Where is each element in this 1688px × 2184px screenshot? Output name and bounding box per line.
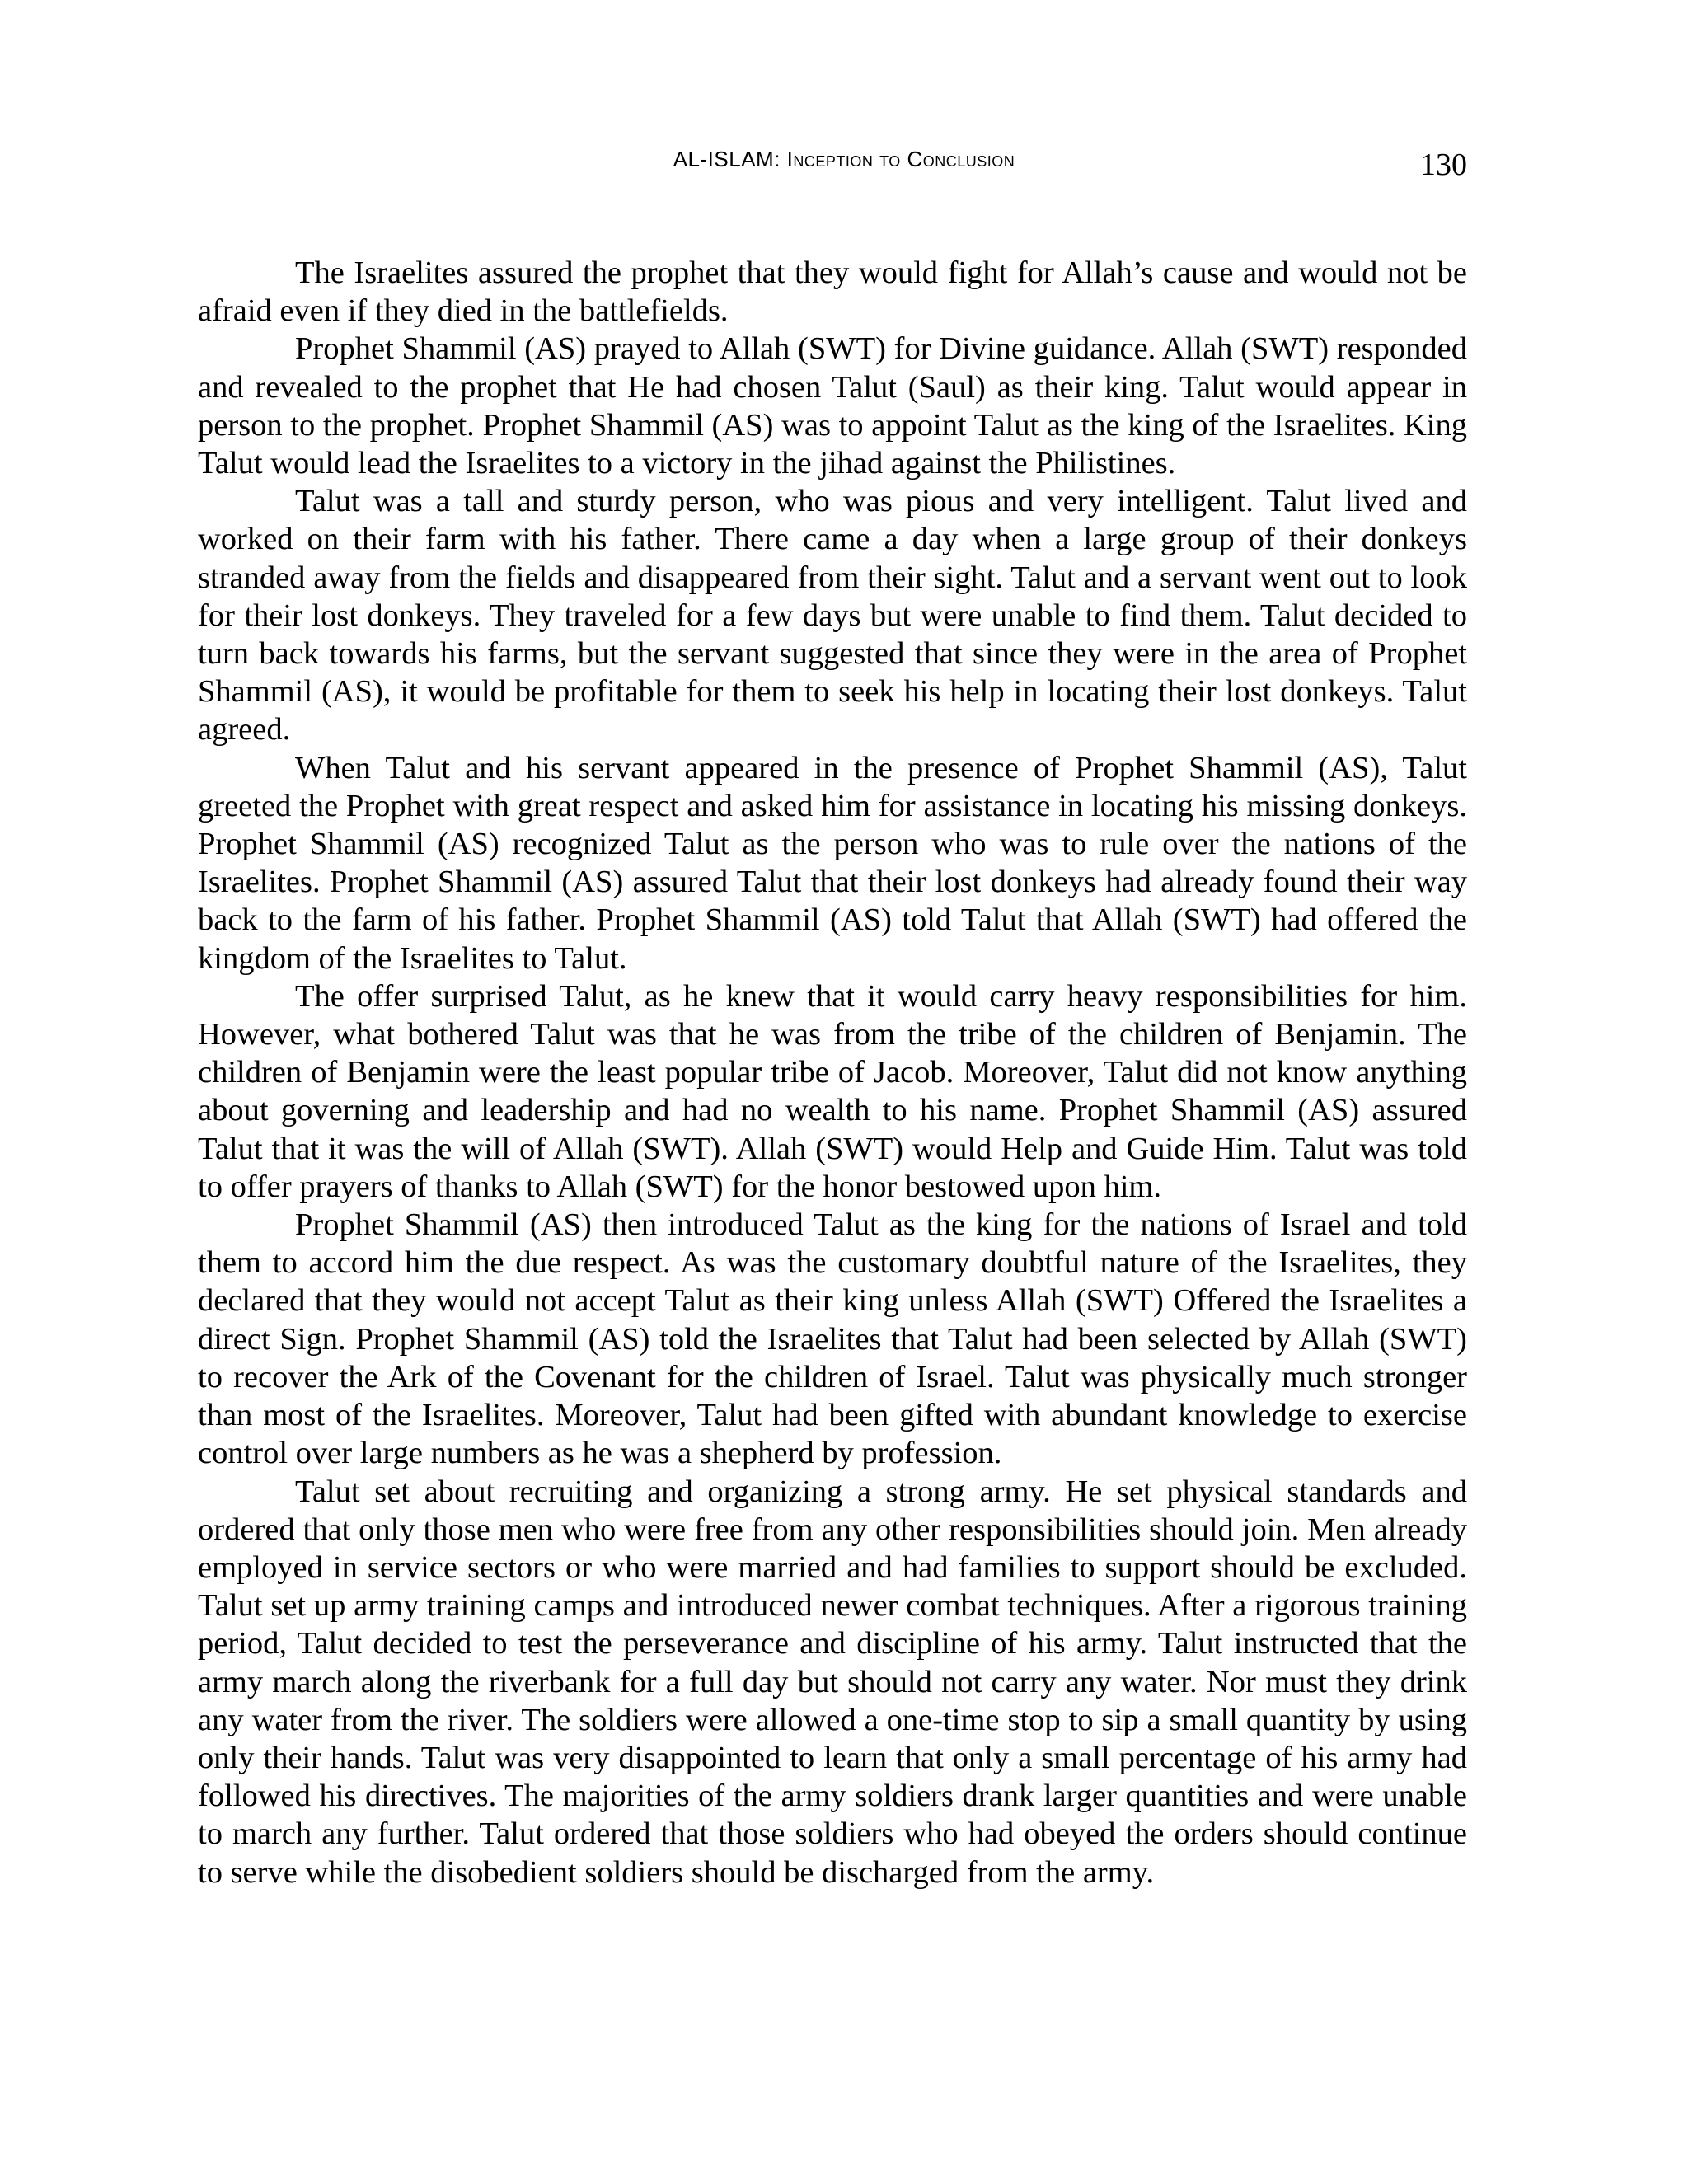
body-text (198, 254, 1467, 1891)
paragraph: When Talut and his servant appeared in the presence of Prophet Shammil (AS), Talut greeted the Prophet with great respect and asked him for assistance in locating his missing donkeys. Prophet Shammil (AS) recognized Talut as the person who was to rule over the nations of the Israelites. Prophet Shammil (AS) assured Talut that their lost donkeys had already found their way back to the farm of his father. Prophet Shammil (AS) told Talut that Allah (SWT) had offered the kingdom of the Israelites to Talut. (198, 750, 1467, 976)
paragraph: The Israelites assured the prophet that they would fight for Allah’s cause and would not be afraid even if they died in the battlefields. (198, 255, 1467, 329)
paragraph: Prophet Shammil (AS) then introduced Talut as the king for the nations of Israel and told them to accord him the due respect. As was the customary doubtful nature of the Israelites, they declared that they would not accept Talut as their king unless Allah (SWT) Offered the Israelites a direct Sign. Prophet Shammil (AS) told the Israelites that Talut had been selected by Allah (SWT) to recover the Ark of the Covenant for the children of Israel. Talut was physically much stronger than most of the Israelites. Moreover, Talut had been gifted with abundant knowledge to exercise control over large numbers as he was a shepherd by profession. (198, 1207, 1467, 1471)
paragraph: The offer surprised Talut, as he knew that it would carry heavy responsibilities for him. However, what bothered Talut was that he was from the tribe of the children of Benjamin. The children of Benjamin were the least popular tribe of Jacob. Moreover, Talut did not know anything about governing and leadership and had no wealth to his name. Prophet Shammil (AS) assured Talut that it was the will of Allah (SWT). Allah (SWT) would Help and Guide Him. Talut was told to offer prayers of thanks to Allah (SWT) for the honor bestowed upon him. (198, 978, 1467, 1204)
paragraph: Talut was a tall and sturdy person, who was pious and very intelligent. Talut lived and worked on their farm with his father. There came a day when a large group of their donkeys stranded away from the fields and disappeared from their sight. Talut and a servant went out to look for their lost donkeys. They traveled for a few days but were unable to find them. Talut decided to turn back towards his farms, but the servant suggested that since they were in the area of Prophet Shammil (AS), it would be profitable for them to seek his help in locating their lost donkeys. Talut agreed. (198, 484, 1467, 748)
page-number: 130 (1420, 148, 1467, 182)
running-header: AL-ISLAM: Inception to Conclusion (673, 147, 1015, 171)
paragraph: Talut set about recruiting and organizing a strong army. He set physical standards and ordered that only those men who were free from any other responsibilities should join. Men already employed in service sectors or who were married and had families to support should be excluded. Talut set up army training camps and introduced newer combat techniques. After a rigorous training period, Talut decided to test the perseverance and discipline of his army. Talut instructed that the army march along the riverbank for a full day but should not carry any water. Nor must they drink any water from the river. The soldiers were allowed a one-time stop to sip a small quantity by using only their hands. Talut was very disappointed to learn that only a small percentage of his army had followed his directives. The majorities of the army soldiers drank larger quantities and were unable to march any further. Talut ordered that those soldiers who had obeyed the orders should continue to serve while the disobedient soldiers should be discharged from the army. (198, 1474, 1467, 1890)
paragraph: Prophet Shammil (AS) prayed to Allah (SWT) for Divine guidance. Allah (SWT) responded and revealed to the prophet that He had chosen Talut (Saul) as their king. Talut would appear in person to the prophet. Prophet Shammil (AS) was to appoint Talut as the king of the Israelites. King Talut would lead the Israelites to a victory in the jihad against the Philistines. (198, 331, 1467, 481)
